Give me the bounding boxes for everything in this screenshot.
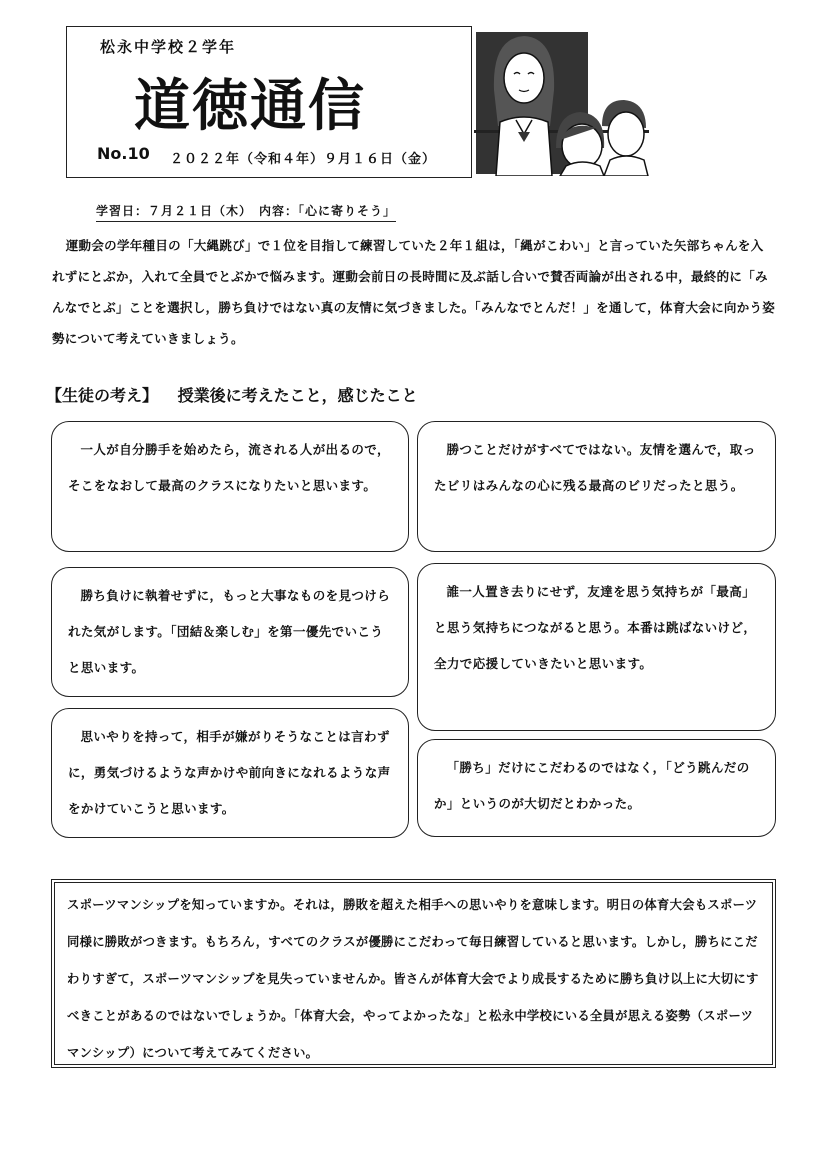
comment-text: 思いやりを持って，相手が嫌がりそうなことは言わずに，勇気づけるような声かけや前向きになれるような声をかけていこうと思います。 bbox=[68, 729, 391, 816]
closing-message: スポーツマンシップを知っていますか。それは，勝敗を超えた相手への思いやりを意味します。明日の体育大会もスポーツ同様に勝敗がつきます。もちろん，すべてのクラスが優勝にこだわって毎日練習していると思います。しかし，勝ちにこだわりすぎて，スポーツマンシップを見失っていませんか。皆さんが体育大会でより成長するために勝ち負け以上に大切にすべきことがあるのではないでしょうか。「体育大会，やってよかったな」と松永中学校にいる全員が思える姿勢（スポーツマンシップ）について考えてみてください。 bbox=[67, 898, 759, 1060]
newsletter-title: 道徳通信 bbox=[134, 74, 366, 139]
student-comment-2 bbox=[417, 421, 776, 552]
issue-number: No.10 bbox=[97, 144, 150, 163]
comment-text: 一人が自分勝手を始めたら，流される人が出るので，そこをなおして最高のクラスになりたいと思います。 bbox=[68, 442, 390, 493]
lesson-intro: 運動会の学年種目の「大縄跳び」で１位を目指して練習していた２年１組は，「縄がこわい」と言っていた矢部ちゃんを入れずにとぶか，入れて全員でとぶかで悩みます。運動会前日の長時間に及ぶ話し合いで賛否両論が出される中，最終的に「みんなでとぶ」ことを選択し，勝ち負けではない真の友情に気づきました。「みんなでとんだ！」を通して，体育大会に向かう姿勢について考えていきましょう。 bbox=[52, 238, 776, 346]
comment-text: 「勝ち」だけにこだわるのではなく，「どう跳んだのか」というのが大切だとわかった。 bbox=[434, 760, 750, 811]
closing-message-box bbox=[51, 879, 776, 1068]
student-comment-5 bbox=[51, 708, 409, 838]
comment-text: 勝ち負けに執着せずに，もっと大事なものを見つけられた気がします。「団結＆楽しむ」を第一優先でいこうと思います。 bbox=[68, 588, 391, 675]
comment-text: 誰一人置き去りにせず，友達を思う気持ちが「最高」と思う気持ちにつながると思う。本番は跳ばないけど，全力で応援していきたいと思います。 bbox=[434, 584, 757, 671]
section-subtitle: 授業後に考えたこと，感じたこと bbox=[177, 386, 418, 405]
issue-date: ２０２２年（令和４年）９月１６日（金） bbox=[170, 152, 437, 167]
student-comment-4 bbox=[417, 563, 776, 731]
school-grade: 松永中学校２学年 bbox=[100, 38, 237, 56]
students-illustration bbox=[474, 30, 649, 176]
comment-text: 勝つことだけがすべてではない。友情を選んで，取ったビリはみんなの心に残る最高のビリだったと思う。 bbox=[434, 442, 756, 493]
lesson-info: 学習日：７月２１日（木） 内容：「心に寄りそう」 bbox=[96, 202, 396, 222]
section-label: 【生徒の考え】 bbox=[46, 386, 159, 405]
student-comment-1 bbox=[51, 421, 409, 552]
student-comment-3 bbox=[51, 567, 409, 697]
section-heading bbox=[46, 383, 418, 406]
student-comment-6 bbox=[417, 739, 776, 837]
